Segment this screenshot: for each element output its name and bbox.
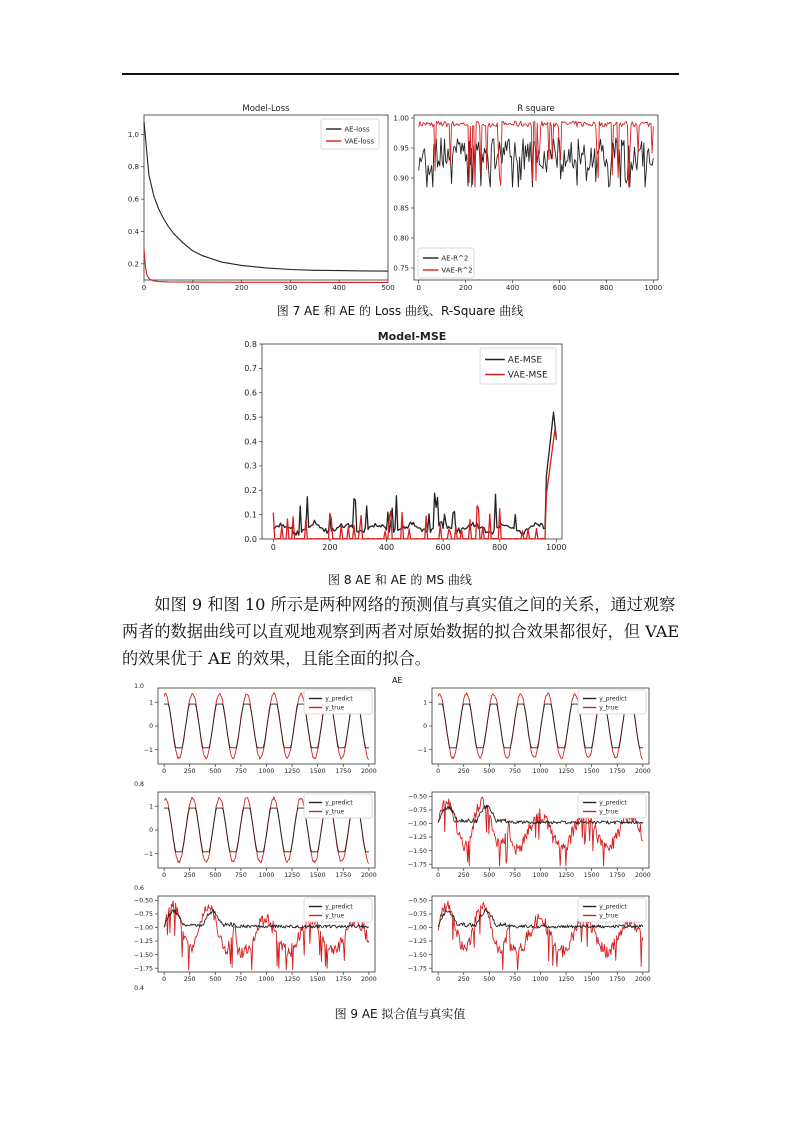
y-tick-label: −0.75 xyxy=(134,911,153,919)
y-tick-label: 1 xyxy=(149,699,153,707)
x-tick-label: 2000 xyxy=(360,872,377,880)
x-tick-label: 750 xyxy=(509,976,521,984)
x-tick-label: 750 xyxy=(235,872,247,880)
y-tick-label: −0.50 xyxy=(408,793,427,801)
x-tick-label: 500 xyxy=(483,976,496,984)
y-tick-label: −1.00 xyxy=(408,820,427,828)
x-tick-label: 1000 xyxy=(532,872,549,880)
x-tick-label: 1250 xyxy=(284,768,300,776)
y-tick-label: −1.75 xyxy=(408,861,427,869)
x-tick-label: 1250 xyxy=(558,976,574,984)
y-tick-label: −0.50 xyxy=(408,897,427,905)
legend-label: AE-loss xyxy=(344,125,370,134)
x-tick-label: 2000 xyxy=(634,976,651,984)
y-tick-label: −1.00 xyxy=(408,924,427,932)
x-tick-label: 600 xyxy=(552,284,567,292)
x-tick-label: 500 xyxy=(209,872,222,880)
legend-label: y_true xyxy=(599,912,619,920)
x-tick-label: 0 xyxy=(162,976,167,984)
y-tick-label: 0.8 xyxy=(244,339,257,349)
x-tick-label: 200 xyxy=(234,284,249,292)
ae-fit-subplot-6 xyxy=(392,890,654,992)
legend-label: VAE-R^2 xyxy=(441,266,473,275)
x-tick-label: 0 xyxy=(436,768,441,776)
y-tick-label: −0.50 xyxy=(134,897,153,905)
x-tick-label: 750 xyxy=(235,976,247,984)
legend-label: y_predict xyxy=(325,695,353,703)
y-tick-label: 0.7 xyxy=(244,364,257,374)
y-tick-label: 0.1 xyxy=(244,510,257,520)
y-tick-label: 0.90 xyxy=(393,174,409,183)
y-tick-label: 0.95 xyxy=(393,144,409,153)
x-tick-label: 750 xyxy=(235,768,247,776)
legend-label: y_predict xyxy=(599,799,627,807)
x-tick-label: 1750 xyxy=(335,768,352,776)
legend-label: y_true xyxy=(325,808,345,816)
y-tick-label: −0.75 xyxy=(408,807,427,815)
y-tick-label: 0.4 xyxy=(127,227,139,236)
x-tick-label: 800 xyxy=(492,543,508,552)
x-tick-label: 600 xyxy=(435,543,451,552)
figure8-caption: 图 8 AE 和 AE 的 MS 曲线 xyxy=(328,573,472,587)
x-tick-label: 1750 xyxy=(335,872,352,880)
x-tick-label: 1250 xyxy=(558,872,574,880)
legend-label: VAE-MSE xyxy=(507,370,548,381)
y-tick-label: 0 xyxy=(149,723,153,731)
x-tick-label: 1000 xyxy=(258,872,275,880)
y-tick-label: −1 xyxy=(417,746,427,754)
x-tick-label: 1500 xyxy=(583,976,600,984)
x-tick-label: 1000 xyxy=(258,768,275,776)
x-tick-label: 250 xyxy=(457,976,470,984)
y-tick-label: 1.0 xyxy=(127,130,139,139)
x-tick-label: 250 xyxy=(183,976,196,984)
x-tick-label: 2000 xyxy=(360,976,377,984)
x-tick-label: 1000 xyxy=(258,976,275,984)
ae-fit-subplot-5 xyxy=(118,884,380,992)
x-tick-label: 200 xyxy=(458,284,473,292)
x-tick-label: 500 xyxy=(483,768,496,776)
x-tick-label: 1750 xyxy=(609,872,626,880)
y-tick-label: 0.6 xyxy=(127,195,139,204)
x-tick-label: 1500 xyxy=(309,872,326,880)
y-tick-label: 0.2 xyxy=(244,486,257,496)
x-tick-label: 0 xyxy=(162,872,167,880)
y-tick-label: 0.6 xyxy=(244,388,257,398)
ae-fit-subplot-3 xyxy=(118,780,380,888)
legend-label: AE-MSE xyxy=(507,355,543,366)
legend-label: y_true xyxy=(599,704,619,712)
y-tick-label: −1.25 xyxy=(134,938,153,946)
x-tick-label: 1750 xyxy=(335,976,352,984)
x-tick-label: 0 xyxy=(436,976,441,984)
x-tick-label: 300 xyxy=(283,284,298,292)
y-tick-label: −1.25 xyxy=(408,834,427,842)
legend-label: VAE-loss xyxy=(344,137,375,146)
chart-title: R square xyxy=(517,104,555,114)
x-tick-label: 250 xyxy=(183,768,196,776)
figure7-caption: 图 7 AE 和 AE 的 Loss 曲线、R-Square 曲线 xyxy=(276,304,524,318)
body-paragraph xyxy=(122,591,682,672)
x-tick-label: 1000 xyxy=(532,768,549,776)
x-tick-label: 2000 xyxy=(634,872,651,880)
ae-fit-subplot-2 xyxy=(392,682,654,784)
y-tick-label: −1.25 xyxy=(408,938,427,946)
x-tick-label: 250 xyxy=(457,872,470,880)
ae-fit-subplot-1 xyxy=(118,682,380,784)
x-tick-label: 400 xyxy=(505,284,520,292)
y-tick-label: −1.50 xyxy=(134,951,153,959)
r-square-chart xyxy=(392,98,662,294)
y-tick-label: 0.75 xyxy=(393,264,409,273)
x-tick-label: 250 xyxy=(183,872,196,880)
x-tick-label: 400 xyxy=(332,284,346,292)
y-tick-label: 1.00 xyxy=(393,114,409,123)
ae-fit-subplot-4 xyxy=(392,786,654,888)
x-tick-label: 1750 xyxy=(609,768,626,776)
y-tick-label: 0 xyxy=(149,827,153,835)
y-extra-label: 1.0 xyxy=(134,683,144,690)
legend-label: y_true xyxy=(325,704,345,712)
x-tick-label: 200 xyxy=(322,543,338,552)
x-tick-label: 500 xyxy=(209,768,222,776)
x-tick-label: 0 xyxy=(141,284,147,292)
legend-label: y_true xyxy=(325,912,345,920)
y-tick-label: −1.00 xyxy=(134,924,153,932)
y-tick-label: 1 xyxy=(423,699,427,707)
y-tick-label: −0.75 xyxy=(408,911,427,919)
x-tick-label: 1750 xyxy=(609,976,626,984)
x-tick-label: 750 xyxy=(509,768,521,776)
x-tick-label: 500 xyxy=(209,976,222,984)
header-rule xyxy=(122,73,679,75)
paragraph-text: 如图 9 和图 10 所示是两种网络的预测值与真实值之间的关系，通过观察两者的数据曲线可以直观地观察到两者对原始数据的拟合效果都很好，但 VAE 的效果优于 AE 的效果，且能全面的拟合。 xyxy=(122,595,680,668)
figure9-suptitle: AE xyxy=(392,676,403,685)
x-tick-label: 1500 xyxy=(309,768,326,776)
model-mse-chart xyxy=(232,326,568,562)
x-tick-label: 400 xyxy=(378,543,395,552)
x-tick-label: 100 xyxy=(186,284,200,292)
x-tick-label: 1250 xyxy=(558,768,574,776)
x-tick-label: 1500 xyxy=(583,872,600,880)
y-tick-label: −1.75 xyxy=(134,965,153,973)
y-extra-label: 0.4 xyxy=(134,985,144,992)
x-tick-label: 2000 xyxy=(360,768,377,776)
y-tick-label: 0.2 xyxy=(127,260,139,269)
x-tick-label: 500 xyxy=(483,872,496,880)
legend-label: y_true xyxy=(599,808,619,816)
y-tick-label: 0.85 xyxy=(393,204,409,213)
figure9-caption: 图 9 AE 拟合值与真实值 xyxy=(334,1007,466,1021)
x-tick-label: 1250 xyxy=(284,976,300,984)
y-tick-label: −1 xyxy=(143,850,153,858)
x-tick-label: 0 xyxy=(162,768,167,776)
y-tick-label: 0.8 xyxy=(127,163,139,172)
y-tick-label: 0 xyxy=(423,723,427,731)
x-tick-label: 1500 xyxy=(583,768,600,776)
y-tick-label: 0.5 xyxy=(244,412,257,422)
y-tick-label: 0.4 xyxy=(244,437,257,447)
y-tick-label: 0.80 xyxy=(393,234,409,243)
x-tick-label: 2000 xyxy=(634,768,651,776)
chart-title: Model-Loss xyxy=(242,104,290,114)
x-tick-label: 250 xyxy=(457,768,470,776)
legend-label: y_predict xyxy=(325,799,353,807)
y-tick-label: −1 xyxy=(143,746,153,754)
chart-title: Model-MSE xyxy=(377,330,447,343)
x-tick-label: 0 xyxy=(436,872,441,880)
x-tick-label: 1000 xyxy=(532,976,549,984)
model-loss-chart xyxy=(118,98,393,294)
x-tick-label: 1250 xyxy=(284,872,300,880)
x-tick-label: 750 xyxy=(509,872,521,880)
x-tick-label: 1500 xyxy=(309,976,326,984)
x-tick-label: 0 xyxy=(270,543,276,552)
y-tick-label: 1 xyxy=(149,803,153,811)
x-tick-label: 1000 xyxy=(546,543,567,552)
y-tick-label: −1.50 xyxy=(408,847,427,855)
legend-label: y_predict xyxy=(325,903,353,911)
x-tick-label: 500 xyxy=(381,284,395,292)
x-tick-label: 800 xyxy=(599,284,614,292)
y-tick-label: 0.0 xyxy=(244,534,257,544)
y-tick-label: −1.50 xyxy=(408,951,427,959)
legend-label: y_predict xyxy=(599,695,627,703)
x-tick-label: 1000 xyxy=(644,284,663,292)
y-extra-label: 0.8 xyxy=(134,781,144,788)
legend-label: AE-R^2 xyxy=(441,254,469,263)
legend-label: y_predict xyxy=(599,903,627,911)
y-extra-label: 0.6 xyxy=(134,885,144,892)
x-tick-label: 0 xyxy=(416,284,421,292)
y-tick-label: 0.3 xyxy=(244,461,257,471)
y-tick-label: −1.75 xyxy=(408,965,427,973)
